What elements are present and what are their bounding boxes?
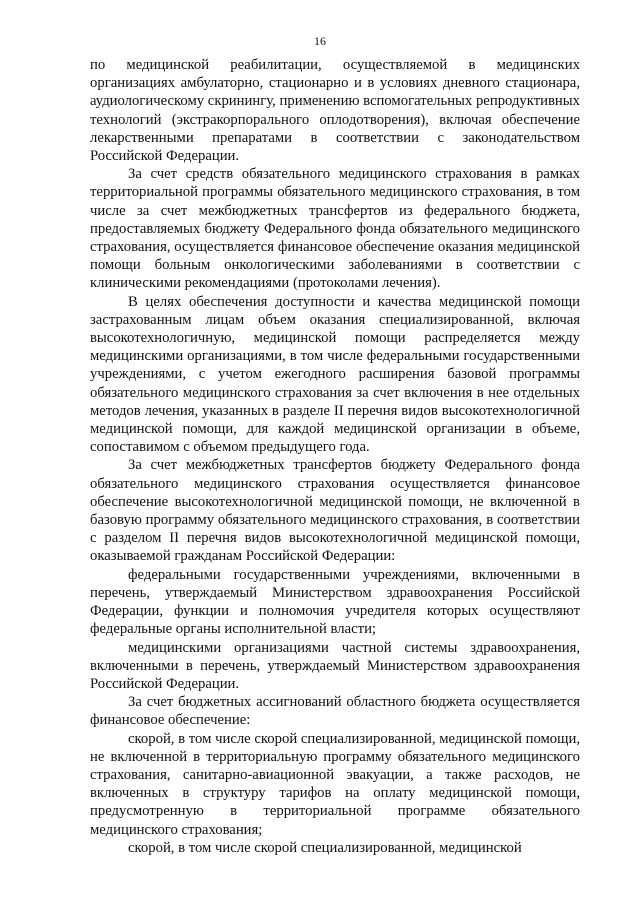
paragraph-oms-financing: За счет средств обязательного медицинского страхования в рамках территориальной программы обязательного медицинского страхования, в том числе за счет межбюджетных трансфертов из федерального бюджета, предоставляемых бюджету Федерального фонда обязательного медицинского страхования, осуществляется финансовое обеспечение оказания медицинской помощи больным онкологическими заболеваниями в соответствии с клиническими рекомендациями (протоколами лечения).: [90, 166, 580, 292]
document-body: [90, 56, 580, 857]
list-item-emergency-care-continued: скорой, в том числе скорой специализированной, медицинской: [128, 839, 522, 856]
paragraph-rehabilitation: по медицинской реабилитации, осуществляемой в медицинских организациях амбулаторно, стационарно и в условиях дневного стационара, аудиологическому скринингу, применению вспомогательных репродуктивных технологий (экстракорпорального оплодотворения), включая обеспечение лекарственными препаратами в соответствии с законодательством Российской Федерации.: [90, 57, 580, 165]
paragraph-interbudget-transfers: За счет межбюджетных трансфертов бюджету Федерального фонда обязательного медицинского страхования осуществляется финансовое обеспечение высокотехнологичной медицинской помощи, не включенной в базовую программу обязательного медицинского страхования, в соответствии с разделом II перечня видов высокотехнологичной медицинской помощи, оказываемой гражданам Российской Федерации:: [90, 457, 580, 565]
list-item-emergency-care: скорой, в том числе скорой специализированной, медицинской помощи, не включенной в территориальную программу обязательного медицинского страхования, санитарно-авиационной эвакуации, а также расходов, не включенных в структуру тарифов на оплату медицинской помощи, предусмотренную в территориальной программе обязательного медицинского страхования;: [90, 730, 580, 838]
page-number: 16: [314, 34, 326, 48]
list-item-private-organizations: медицинскими организациями частной системы здравоохранения, включенными в перечень, утверждаемый Министерством здравоохранения Российской Федерации.: [90, 639, 580, 692]
paragraph-regional-budget: За счет бюджетных ассигнований областного бюджета осуществляется финансовое обеспечение:: [90, 694, 580, 729]
list-item-federal-institutions: федеральными государственными учреждениями, включенными в перечень, утверждаемый Министерством здравоохранения Российской Федерации, функции и полномочия учредителя которых осуществляют федеральные органы исполнительной власти;: [90, 566, 580, 638]
paragraph-availability: В целях обеспечения доступности и качества медицинской помощи застрахованным лицам объем оказания специализированной, включая высокотехнологичную, медицинской помощи распределяется между медицинскими организациями, в том числе федеральными государственными учреждениями, с учетом ежегодного расширения базовой программы обязательного медицинского страхования за счет включения в нее отдельных методов лечения, указанных в разделе II перечня видов высокотехнологичной медицинской помощи, для каждой медицинской организации в объеме, сопоставимом с объемом предыдущего года.: [90, 293, 580, 456]
